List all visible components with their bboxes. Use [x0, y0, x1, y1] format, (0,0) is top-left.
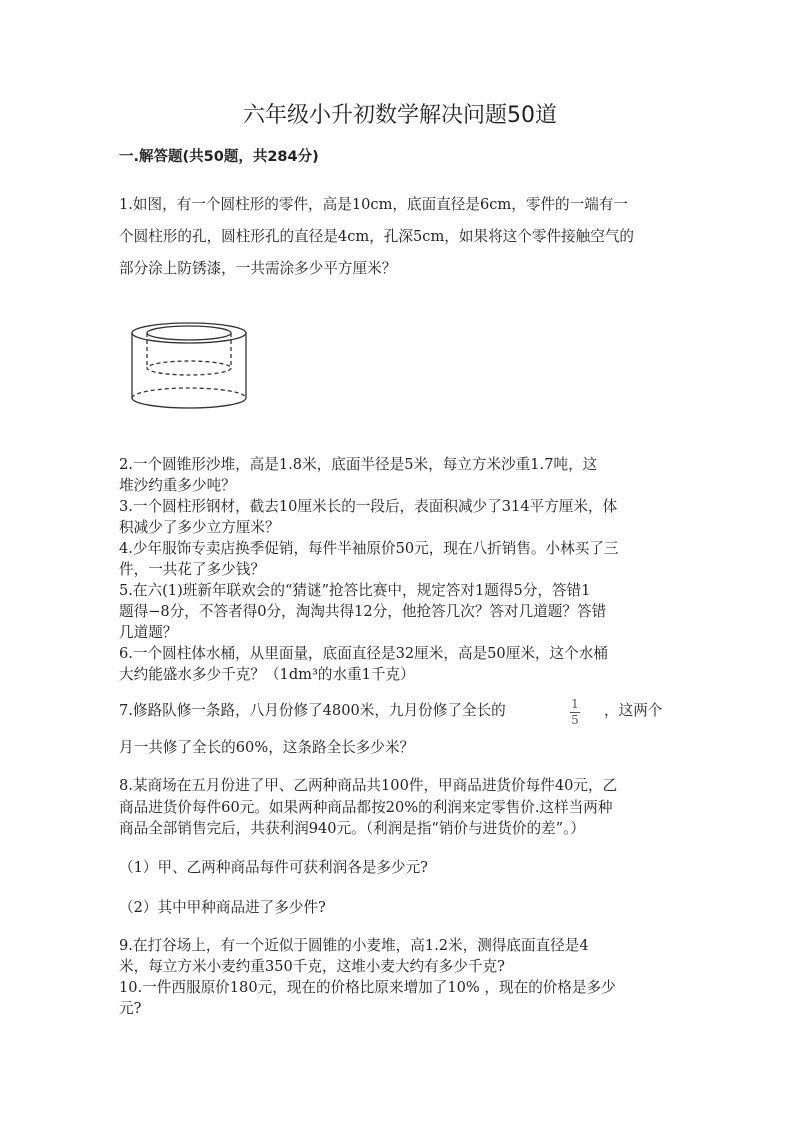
question-1-line: 1.如图，有一个圆柱形的零件，高是10cm，底面直径是6cm，零件的一端有一 — [119, 196, 629, 213]
question-5-line: 5.在六(1)班新年联欢会的“猜谜”抢答比赛中，规定答对1题得5分，答错1 — [119, 582, 591, 599]
question-10-line: 10.一件西服原价180元，现在的价格比原来增加了10% ，现在的价格是多少 — [119, 979, 616, 996]
question-2-line: 2.一个圆锥形沙堆，高是1.8米，底面半径是5米，每立方米沙重1.7吨，这 — [119, 456, 598, 473]
question-8-subquestion: （2）其中甲种商品进了多少件? — [119, 899, 326, 916]
question-8-line: 商品进货价每件60元。如果两种商品都按20%的利润来定零售价.这样当两种 — [119, 799, 613, 816]
question-9-line: 米，每立方米小麦约重350千克，这堆小麦大约有多少千克? — [119, 958, 505, 975]
question-2-line: 堆沙约重多少吨？ — [119, 477, 236, 494]
question-6-line: 6.一个圆柱体水桶，从里面量，底面直径是32厘米，高是50厘米，这个水桶 — [119, 645, 608, 662]
fraction-one-fifth — [570, 698, 580, 727]
question-7-line: 7.修路队修一条路，八月份修了4800米，九月份修了全长的 — [119, 702, 506, 719]
question-1-line: 个圆柱形的孔，圆柱形孔的直径是4cm，孔深5cm，如果将这个零件接触空气的 — [119, 228, 635, 245]
question-8-line: 商品全部销售完后，共获利润940元。（利润是指“销价与进货价的差”。） — [119, 820, 585, 837]
question-8-line: 8.某商场在五月份进了甲、乙两种商品共100件，甲商品进货价每件40元，乙 — [119, 777, 618, 794]
question-4-line: 4.少年服饰专卖店换季促销，每件半袖原价50元，现在八折销售。小林买了三 — [119, 540, 619, 557]
question-9-line: 9.在打谷场上，有一个近似于圆锥的小麦堆，高1.2米，测得底面直径是4 — [119, 937, 589, 954]
fraction-numerator: 1 — [571, 697, 579, 711]
page-title: 六年级小升初数学解决问题50道 — [243, 103, 557, 128]
question-7-line: 月一共修了全长的60%，这条路全长多少米？ — [119, 739, 415, 756]
question-8-subquestion: （1）甲、乙两种商品每件可获利润各是多少元? — [119, 859, 428, 876]
question-3-line: 积减少了多少立方厘米？ — [119, 519, 280, 536]
question-1-line: 部分涂上防锈漆，一共需涂多少平方厘米？ — [119, 260, 397, 277]
question-5-line: 题得−8分，不答者得0分，淘淘共得12分，他抢答几次？答对几道题？答错 — [119, 603, 607, 620]
question-4-line: 件，一共花了多少钱？ — [119, 561, 265, 578]
question-7-line: ，这两个 — [604, 702, 663, 719]
question-6-line: 大约能盛水多少千克？（1dm³的水重1千克） — [119, 666, 415, 683]
fraction-denominator: 5 — [571, 713, 579, 727]
question-10-line: 元? — [119, 1000, 142, 1017]
question-3-line: 3.一个圆柱形钢材，截去10厘米长的一段后，表面积减少了314平方厘米，体 — [119, 498, 618, 515]
section-heading: 一.解答题(共50题，共284分) — [119, 149, 319, 165]
cylinder-part-figure — [125, 318, 255, 418]
question-5-line: 几道题？ — [119, 624, 178, 641]
